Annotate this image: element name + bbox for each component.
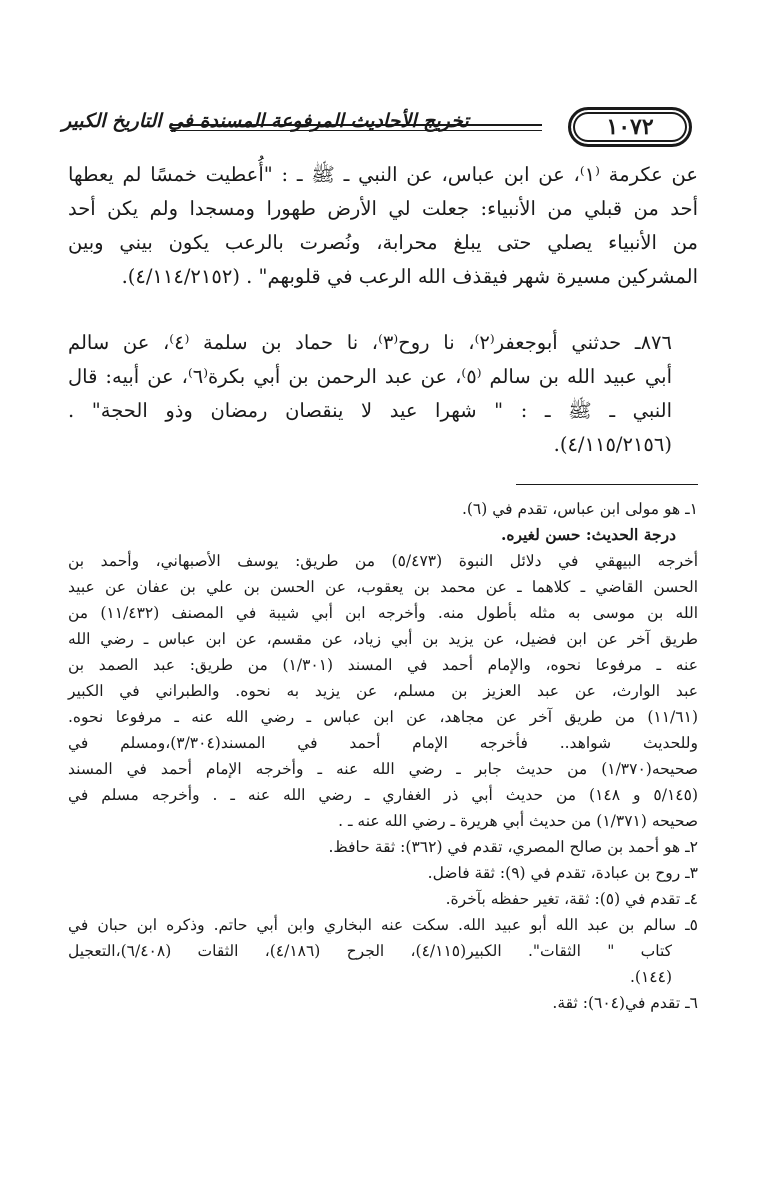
footnote-line: عنه ـ مرفوعا نحوه، والإمام أحمد في المسند (١/٣٠١) من طريق: عبد الصمد بن [68,656,698,674]
footnote-line: طريق آخر عن ابن فضيل، عن يزيد بن أبي زياد، عن مقسم، عن ابن عباس ـ رضي الله [68,630,698,648]
footnote-line: ١ـ هو مولى ابن عباس، تقدم في (٦). [461,500,698,518]
footnote-line: عبد الوارث، عن عبد العزيز بن مسلم، عن يزيد به نحوه. والطبراني في الكبير [68,682,698,700]
footnote-line: ٥ـ سالم بن عبد الله أبو عبيد الله. سكت عنه البخاري وابن أبي حاتم. وذكره ابن حبان في [68,916,698,934]
footnote-line: الحسن القاضي ـ كلاهما ـ عن محمد بن يعقوب، عن الحسن بن علي بن عفان عن عبيد [68,578,698,596]
footnote-5 [68,912,698,990]
hadith-875-text [68,158,698,294]
footnote-separator [516,484,698,485]
text-line: المشركين مسيرة شهر فيقذف الله الرعب في قلوبهم" . (٤/١١٤/٢١٥٢). [121,265,698,288]
footnotes [68,496,698,1016]
running-title: تخريج الأحاديث المرفوعة المسندة في التاريخ الكبير [62,110,469,132]
footnote-line: (٥/١٤٥ و ١٤٨) من حديث أبي ذر الغفاري ـ رضي الله عنه ـ . وأخرجه مسلم في [68,786,699,804]
page-header [62,104,692,146]
text-line: أبي عبيد الله بن سالم ⁽٥⁾، عن عبد الرحمن بن أبي بكرة⁽٦⁾، عن أبيه: قال [68,365,672,388]
footnote-3 [68,860,698,886]
text-line: عن عكرمة ⁽١⁾، عن ابن عباس، عن النبي ـ ﷺ ـ : "أُعطيت خمسًا لم يعطها [68,163,698,186]
footnote-line: صحيحه(١/٣٧٠) من حديث جابر ـ رضي الله عنه ـ وأخرجه الإمام أحمد في المسند [68,760,698,778]
text-line: النبي ـ ﷺ ـ : " شهرا عيد لا ينقصان رمضان وذو الحجة" . [68,399,672,422]
footnote-line: ٣ـ روح بن عبادة، تقدم في (٩): ثقة فاضل. [427,864,698,882]
footnote-line: ٦ـ تقدم في(٦٠٤): ثقة. [552,994,698,1012]
footnote-4 [68,886,698,912]
footnote-line: صحيحه (١/٣٧١) من حديث أبي هريرة ـ رضي الله عنه ـ . [338,812,698,830]
footnote-line: وللحديث شواهد.. فأخرجه الإمام أحمد في المسند(٣/٣٠٤)،ومسلم في [68,734,698,752]
hadith-876-text [68,326,698,462]
footnote-line: كتاب " الثقات". الكبير(٤/١١٥)، الجرح (٤/١٨٦)، الثقات (٦/٤٠٨)،التعجيل [68,942,673,960]
page-number: ١٠٧٢ [568,107,692,147]
footnote-2 [68,834,698,860]
text-line: (٤/١١٥/٢١٥٦). [553,433,672,456]
text-line: من الأنبياء يصلي حتى يبلغ محرابة، ونُصرت بالرعب يكون بيني وبين [68,231,698,254]
footnote-line: (١٤٤). [629,968,672,986]
hadith-grade: درجة الحديث: حسن لغيره. [500,525,676,544]
footnote-1 [68,496,698,834]
footnote-line: أخرجه البيهقي في دلائل النبوة (٥/٤٧٣) من طريق: يوسف الأصبهاني، وأحمد بن [68,552,699,570]
footnote-line: ٤ـ تقدم في (٥): ثقة، تغير حفظه بآخرة. [445,890,698,908]
text-line: ٨٧٦ـ حدثني أبوجعفر⁽٢⁾، نا روح⁽٣⁾، نا حماد بن سلمة ⁽٤⁾، عن سالم [68,331,672,354]
footnote-line: (١١/٦١) من طريق آخر عن مجاهد، عن ابن عباس ـ رضي الله عنه ـ مرفوعا نحوه. [68,708,698,726]
footnote-line: ٢ـ هو أحمد بن صالح المصري، تقدم في (٣٦٢): ثقة حافظ. [328,838,698,856]
text-line: أحد من قبلي من الأنبياء: جعلت لي الأرض طهورا ومسجدا ولم يكن أحد [68,197,698,220]
footnote-6 [68,990,698,1016]
footnote-line: الله بن موسى به مثله بأطول منه. وأخرجه ابن أبي شيبة في المصنف (١١/٤٣٢) من [68,604,698,622]
